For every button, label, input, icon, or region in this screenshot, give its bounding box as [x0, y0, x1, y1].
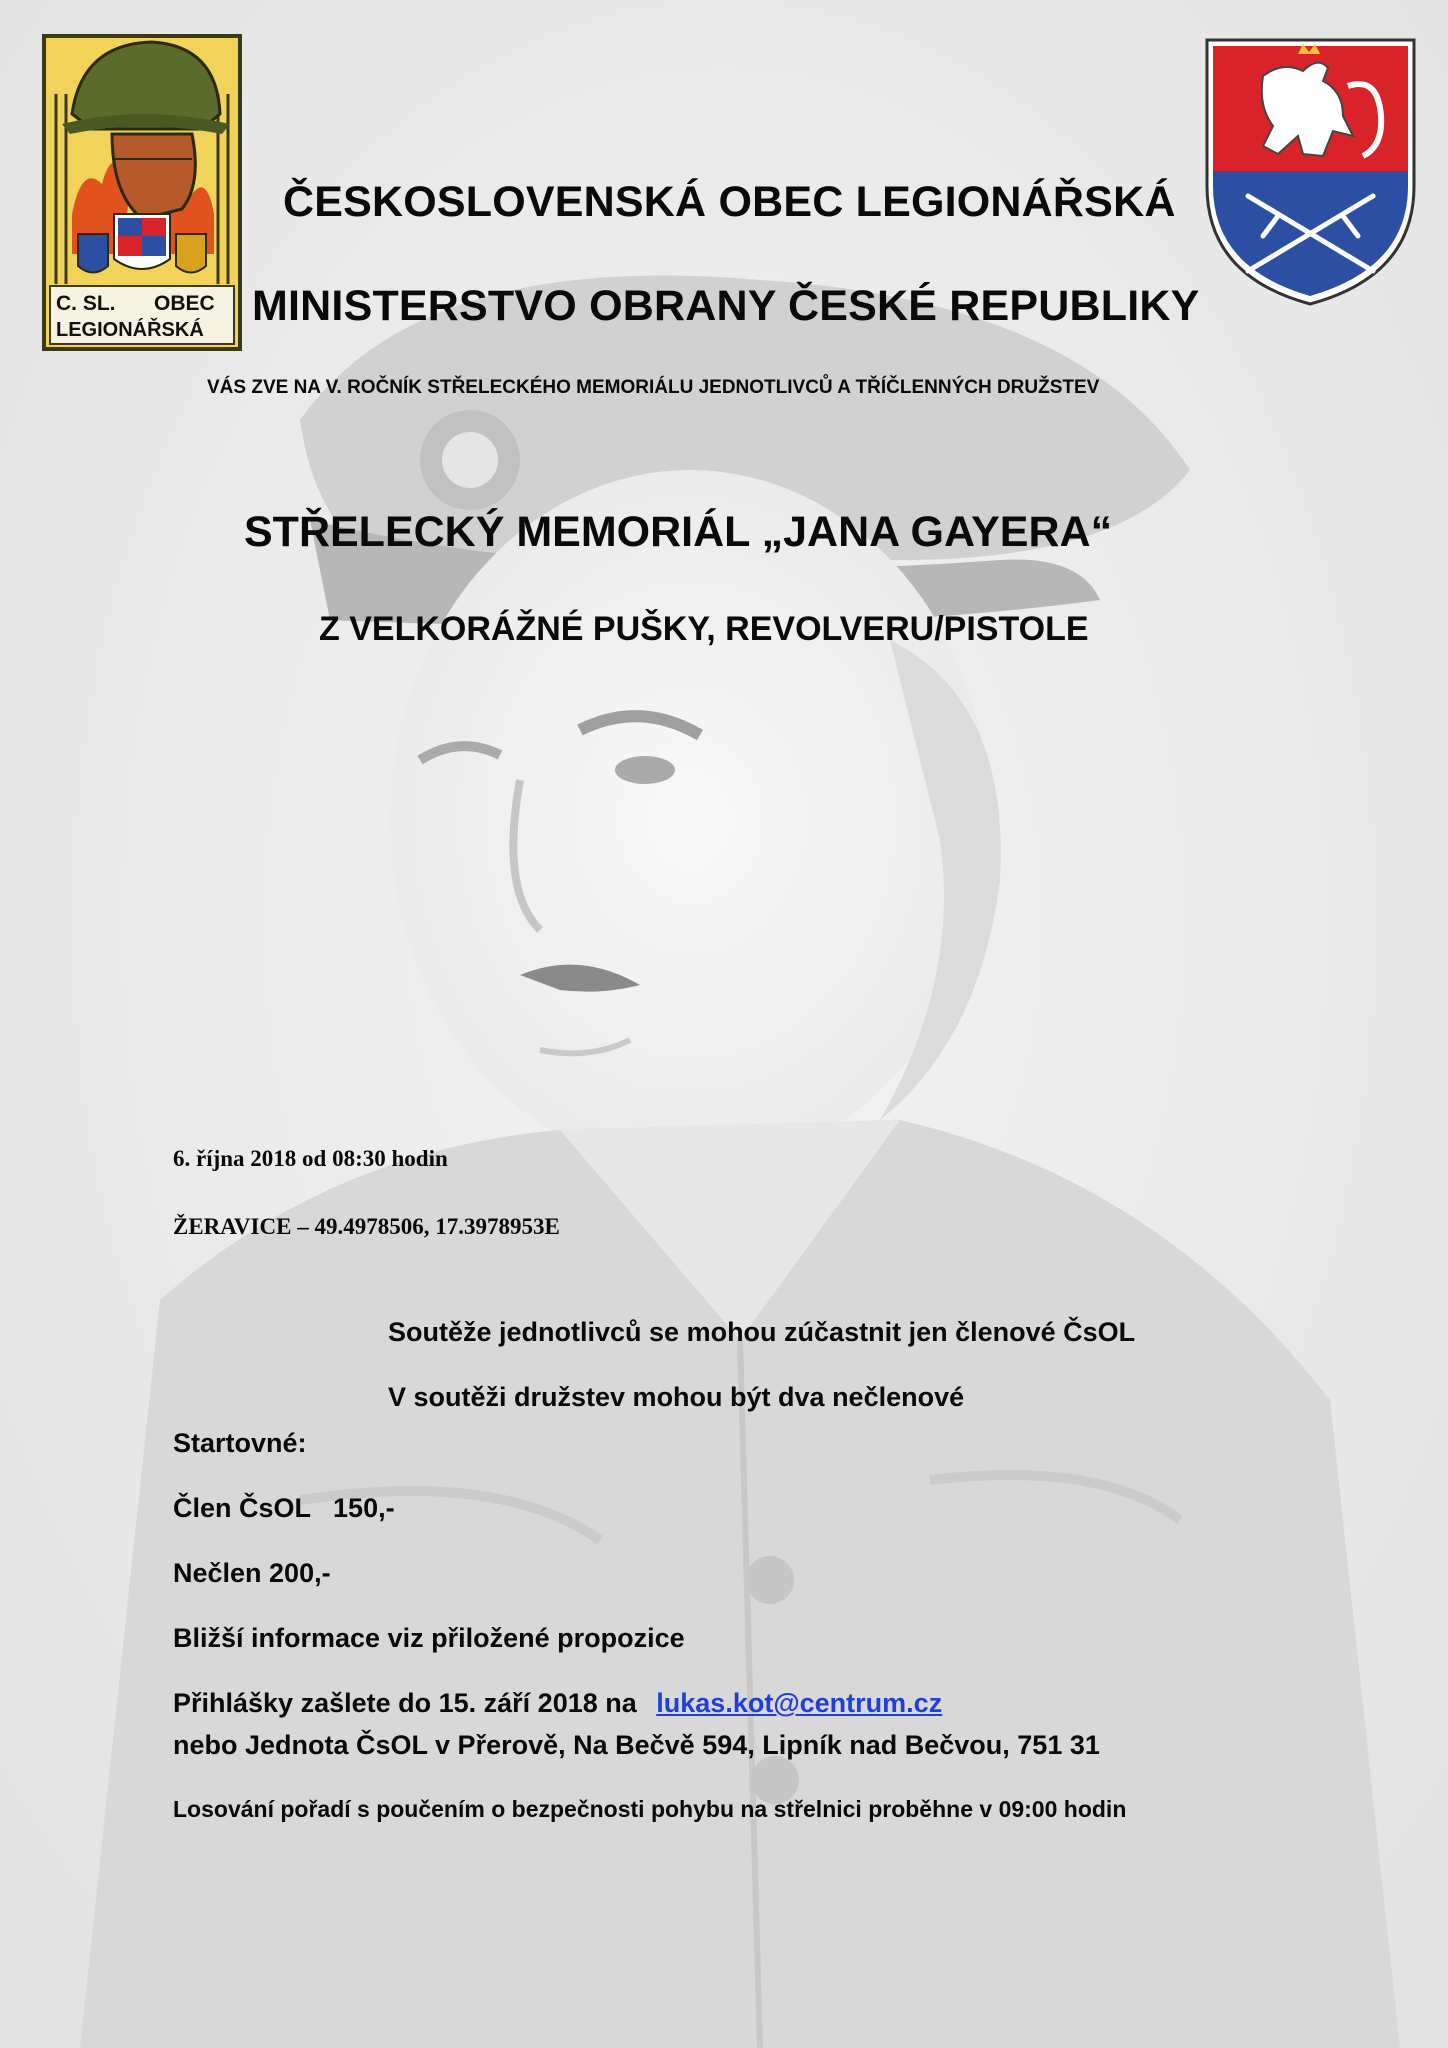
event-date-time: 6. října 2018 od 08:30 hodin — [173, 1146, 448, 1171]
applications-prefix: Přihlášky zašlete do 15. září 2018 na — [173, 1688, 637, 1718]
rule-teams: V soutěži družstev mohou být dva nečlenové — [388, 1382, 965, 1412]
logo-text-csl: C. SL. — [56, 292, 116, 315]
event-location: ŽERAVICE – 49.4978506, 17.3978953E — [173, 1214, 560, 1239]
applications-line — [173, 1688, 942, 1719]
org-title-ministry: MINISTERSTVO OBRANY ČESKÉ REPUBLIKY — [252, 282, 1200, 330]
rule-individuals: Soutěže jednotlivců se mohou zúčastnit jen členové ČsOL — [388, 1317, 1136, 1347]
event-subtitle: Z VELKORÁŽNÉ PUŠKY, REVOLVERU/PISTOLE — [319, 610, 1089, 648]
postal-address-line: nebo Jednota ČsOL v Přerově, Na Bečvě 594, Lipník nad Bečvou, 751 31 — [173, 1730, 1100, 1760]
more-info-line: Bližší informace viz přiložené propozice — [173, 1623, 685, 1653]
fees-label: Startovné: — [173, 1428, 307, 1458]
contact-email-link[interactable]: lukas.kot@centrum.cz — [656, 1688, 943, 1718]
draw-note: Losování pořadí s poučením o bezpečnosti pohybu na střelnici proběhne v 09:00 hodin — [173, 1796, 1127, 1822]
logo-text-legionarska: LEGIONÁŘSKÁ — [56, 319, 204, 341]
invitation-line: VÁS ZVE NA V. ROČNÍK STŘELECKÉHO MEMORIÁLU JEDNOTLIVCŮ A TŘÍČLENNÝCH DRUŽSTEV — [207, 377, 1100, 398]
fee-member: Člen ČsOL 150,- — [173, 1493, 395, 1523]
csol-logo — [42, 34, 242, 351]
logo-text-obec: OBEC — [154, 292, 215, 315]
event-title: STŘELECKÝ MEMORIÁL „JANA GAYERA“ — [244, 508, 1113, 556]
ministry-coat-of-arms — [1203, 36, 1418, 308]
org-title-csol: ČESKOSLOVENSKÁ OBEC LEGIONÁŘSKÁ — [283, 178, 1176, 226]
fee-non-member: Nečlen 200,- — [173, 1558, 331, 1588]
